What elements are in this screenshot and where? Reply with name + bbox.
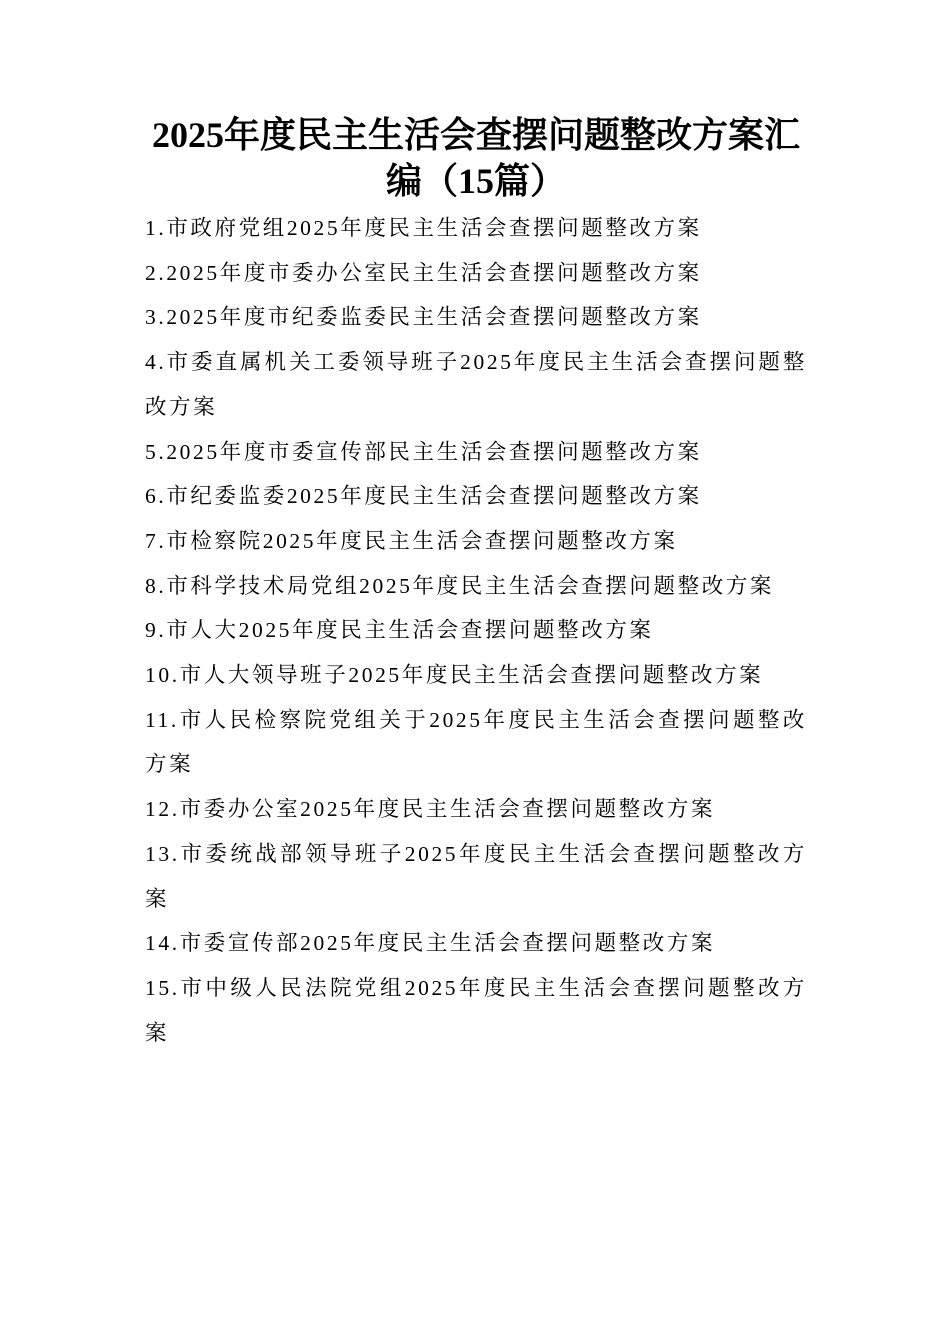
list-item: 1.市政府党组2025年度民主生活会查摆问题整改方案 — [145, 216, 702, 240]
list-item: 8.市科学技术局党组2025年度民主生活会查摆问题整改方案 — [145, 573, 775, 598]
list-item: 2.2025年度市委办公室民主生活会查摆问题整改方案 — [145, 260, 702, 285]
list-item: 10.市人大领导班子2025年度民主生活会查摆问题整改方案 — [145, 663, 764, 688]
list-item: 5.2025年度市委宣传部民主生活会查摆问题整改方案 — [145, 439, 702, 464]
document-page — [145, 112, 807, 1055]
table-of-contents — [145, 206, 807, 1055]
list-item: 6.市纪委监委2025年度民主生活会查摆问题整改方案 — [145, 484, 702, 509]
list-item: 13.市委统战部领导班子2025年度民主生活会查摆问题整改方案 — [145, 841, 807, 911]
list-item: 12.市委办公室2025年度民主生活会查摆问题整改方案 — [145, 797, 716, 822]
list-item: 7.市检察院2025年度民主生活会查摆问题整改方案 — [145, 528, 678, 553]
list-item: 4.市委直属机关工委领导班子2025年度民主生活会查摆问题整改方案 — [145, 350, 807, 419]
list-item: 3.2025年度市纪委监委民主生活会查摆问题整改方案 — [145, 305, 702, 330]
list-item: 15.市中级人民法院党组2025年度民主生活会查摆问题整改方案 — [145, 975, 807, 1045]
list-item: 9.市人大2025年度民主生活会查摆问题整改方案 — [145, 618, 654, 643]
list-item: 11.市人民检察院党组关于2025年度民主生活会查摆问题整改方案 — [145, 707, 807, 777]
list-item: 14.市委宣传部2025年度民主生活会查摆问题整改方案 — [145, 931, 716, 956]
document-title: 2025年度民主生活会查摆问题整改方案汇编（15篇） — [151, 115, 800, 201]
